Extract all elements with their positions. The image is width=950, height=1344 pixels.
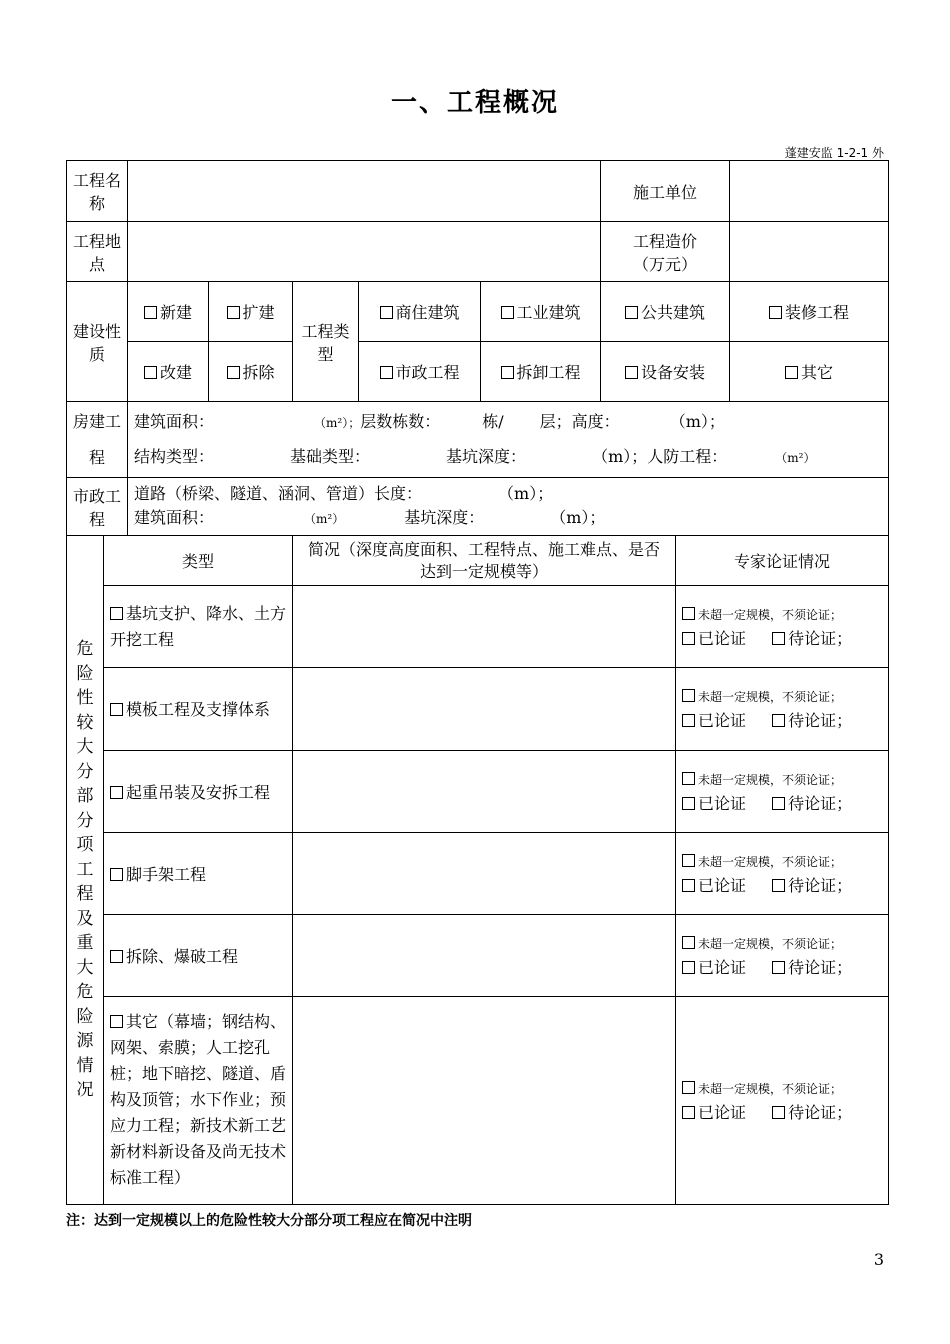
pit-depth-label: 基坑深度： [446, 446, 527, 466]
housing-line-1 [134, 405, 882, 440]
foundation-label: 基础类型： [290, 446, 371, 466]
hazard-type-cell [104, 996, 293, 1204]
opt-not-exceed: 未超一定规模，不须论证； [698, 690, 843, 705]
hazard-type-cell [104, 914, 293, 996]
checkbox[interactable] [772, 797, 785, 810]
checkbox[interactable] [682, 607, 695, 620]
hazard-type-cell [104, 750, 293, 832]
area-label: 建筑面积： [134, 411, 215, 431]
project-cost-field[interactable] [730, 222, 889, 282]
opt-pending: 待论证； [788, 1102, 853, 1122]
checkbox[interactable] [682, 879, 695, 892]
hazard-type-label: 起重吊装及安拆工程 [126, 782, 271, 802]
option-new-build[interactable] [128, 282, 209, 342]
project-location-field[interactable] [128, 222, 601, 282]
opt-not-exceed: 未超一定规模，不须论证； [698, 772, 843, 787]
option-label: 设备安装 [641, 363, 706, 383]
civil-defense-unit: （m²） [775, 450, 816, 465]
opt-done: 已论证 [698, 875, 747, 895]
hazard-type-label: 拆除、爆破工程 [126, 946, 239, 966]
opt-pending: 待论证； [788, 711, 853, 731]
option-label: 拆除 [242, 363, 275, 383]
checkbox[interactable] [772, 1106, 785, 1119]
option-label: 改建 [160, 363, 193, 383]
opt-not-exceed: 未超一定规模，不须论证； [698, 1081, 843, 1096]
checkbox[interactable] [682, 1081, 695, 1094]
municipal-line-2 [134, 506, 882, 531]
construction-unit-label: 施工单位 [601, 161, 730, 222]
checkbox[interactable] [682, 797, 695, 810]
checkbox[interactable] [682, 1106, 695, 1119]
table-row [67, 750, 889, 832]
checkbox[interactable] [501, 366, 514, 379]
checkbox[interactable] [625, 306, 638, 319]
table-row [67, 668, 889, 750]
option-label: 商住建筑 [395, 303, 460, 323]
project-name-label: 工程名称 [67, 161, 128, 222]
expert-review-cell [676, 750, 889, 832]
option-label: 拆卸工程 [516, 363, 581, 383]
project-name-field[interactable] [128, 161, 601, 222]
expert-review-cell [676, 914, 889, 996]
checkbox[interactable] [682, 936, 695, 949]
structure-label: 结构类型： [134, 446, 215, 466]
checkbox[interactable] [772, 879, 785, 892]
opt-pending: 待论证； [788, 957, 853, 977]
municipal-area-label: 建筑面积： [134, 508, 215, 528]
option-municipal[interactable] [359, 342, 481, 402]
project-cost-label: 工程造价 [633, 231, 698, 251]
option-decoration[interactable] [730, 282, 889, 342]
checkbox[interactable] [110, 607, 123, 620]
expert-review-cell [676, 668, 889, 750]
table-row [67, 914, 889, 996]
checkbox[interactable] [110, 868, 123, 881]
option-disassembly[interactable] [481, 342, 601, 402]
checkbox[interactable] [110, 786, 123, 799]
checkbox[interactable] [682, 632, 695, 645]
municipal-line-1 [134, 482, 882, 506]
checkbox[interactable] [110, 950, 123, 963]
hazard-summary-field[interactable] [293, 668, 676, 750]
option-label: 装修工程 [785, 303, 850, 323]
opt-pending: 待论证； [788, 875, 853, 895]
table-row [67, 832, 889, 914]
hazard-type-label: 其它（幕墙；钢结构、网架、索膜；人工挖孔桩；地下暗挖、隧道、盾构及顶管；水下作业；预应力工程；新技术新工艺新材料新设备及尚无技术标准工程） [110, 1012, 287, 1188]
page-number: 3 [873, 1250, 884, 1269]
hazard-type-label: 模板工程及支撑体系 [126, 700, 271, 720]
hazard-summary-header: 简况（深度高度面积、工程特点、施工难点、是否达到一定规模等） [293, 536, 676, 586]
hazard-summary-field[interactable] [293, 996, 676, 1204]
expert-review-cell [676, 996, 889, 1204]
hazard-summary-field[interactable] [293, 586, 676, 668]
project-type-label: 工程类型 [293, 282, 359, 402]
opt-done: 已论证 [698, 793, 747, 813]
municipal-label: 市政工程 [67, 478, 128, 536]
option-label: 新建 [160, 303, 193, 323]
expert-review-cell [676, 832, 889, 914]
option-public[interactable] [601, 282, 730, 342]
municipal-pit-label: 基坑深度： [404, 508, 485, 528]
project-cost-label-cell [601, 222, 730, 282]
housing-label-text: 房建工程 [73, 411, 122, 467]
checkbox[interactable] [380, 366, 393, 379]
housing-details [128, 402, 889, 478]
road-length-label: 道路（桥梁、隧道、涵洞、管道）长度： [134, 484, 423, 504]
checkbox[interactable] [380, 306, 393, 319]
opt-not-exceed: 未超一定规模，不须论证； [698, 608, 843, 623]
checkbox[interactable] [625, 366, 638, 379]
checkbox[interactable] [110, 1015, 123, 1028]
page-title: 一、工程概况 [390, 88, 559, 118]
municipal-area-unit: （m²） [304, 512, 345, 527]
option-other[interactable] [730, 342, 889, 402]
option-label: 公共建筑 [641, 303, 706, 323]
hazard-summary-field[interactable] [293, 832, 676, 914]
hazard-summary-field[interactable] [293, 750, 676, 832]
opt-done: 已论证 [698, 629, 747, 649]
build-nature-label: 建设性质 [67, 282, 128, 402]
table-row [67, 996, 889, 1204]
checkbox[interactable] [682, 714, 695, 727]
option-label: 扩建 [242, 303, 275, 323]
road-length-unit: （m）； [498, 484, 554, 504]
hazard-expert-header: 专家论证情况 [676, 536, 889, 586]
height-label: 高度： [571, 411, 620, 431]
hazard-type-header: 类型 [104, 536, 293, 586]
footnote: 注：达到一定规模以上的危险性较大分部分项工程应在简况中注明 [66, 1213, 472, 1229]
hazard-type-cell [104, 586, 293, 668]
housing-line-2 [134, 440, 882, 475]
area-unit: （m²）； [314, 415, 361, 430]
opt-done: 已论证 [698, 1102, 747, 1122]
option-commercial-residential[interactable] [359, 282, 481, 342]
checkbox[interactable] [501, 306, 514, 319]
hazard-summary-field[interactable] [293, 914, 676, 996]
pit-depth-unit: （m）； [592, 446, 648, 466]
municipal-details [128, 478, 889, 536]
opt-done: 已论证 [698, 957, 747, 977]
hazard-section-label [67, 536, 104, 1205]
checkbox[interactable] [772, 961, 785, 974]
opt-not-exceed: 未超一定规模，不须论证； [698, 854, 843, 869]
checkbox[interactable] [682, 961, 695, 974]
hazard-section-text: 危险性较大分部分项工程及重大危险源情况 [76, 639, 94, 1101]
checkbox[interactable] [769, 306, 782, 319]
checkbox[interactable] [772, 714, 785, 727]
construction-unit-field[interactable] [730, 161, 889, 222]
hazard-type-label: 基坑支护、降水、土方开挖工程 [110, 603, 287, 649]
checkbox[interactable] [227, 366, 240, 379]
height-unit: （m）； [669, 411, 725, 431]
opt-not-exceed: 未超一定规模，不须论证； [698, 936, 843, 951]
municipal-pit-unit: （m）； [550, 508, 606, 528]
ceng-label: 层； [539, 411, 572, 431]
dong-label: 栋/ [482, 411, 504, 431]
option-demolish[interactable] [209, 342, 293, 402]
form-code: 蓬建安监 1-2-1 外 [784, 146, 884, 160]
project-overview-table [66, 160, 889, 1205]
checkbox[interactable] [682, 772, 695, 785]
checkbox[interactable] [227, 306, 240, 319]
option-expand[interactable] [209, 282, 293, 342]
project-location-label: 工程地点 [67, 222, 128, 282]
opt-done: 已论证 [698, 711, 747, 731]
checkbox[interactable] [110, 703, 123, 716]
hazard-type-label: 脚手架工程 [126, 864, 207, 884]
option-label: 市政工程 [395, 363, 460, 383]
checkbox[interactable] [772, 632, 785, 645]
hazard-type-cell [104, 668, 293, 750]
project-cost-unit: （万元） [633, 254, 698, 274]
option-label: 工业建筑 [516, 303, 581, 323]
civil-defense-label: 人防工程： [647, 446, 728, 466]
checkbox[interactable] [144, 366, 157, 379]
checkbox[interactable] [682, 689, 695, 702]
option-label: 其它 [801, 363, 834, 383]
option-equipment-install[interactable] [601, 342, 730, 402]
table-row [67, 586, 889, 668]
housing-label [67, 402, 128, 478]
option-industrial[interactable] [481, 282, 601, 342]
hazard-type-cell [104, 832, 293, 914]
option-rebuild[interactable] [128, 342, 209, 402]
checkbox[interactable] [682, 854, 695, 867]
checkbox[interactable] [144, 306, 157, 319]
floors-label: 层数栋数： [360, 411, 441, 431]
checkbox[interactable] [785, 366, 798, 379]
opt-pending: 待论证； [788, 793, 853, 813]
expert-review-cell [676, 586, 889, 668]
opt-pending: 待论证； [788, 629, 853, 649]
